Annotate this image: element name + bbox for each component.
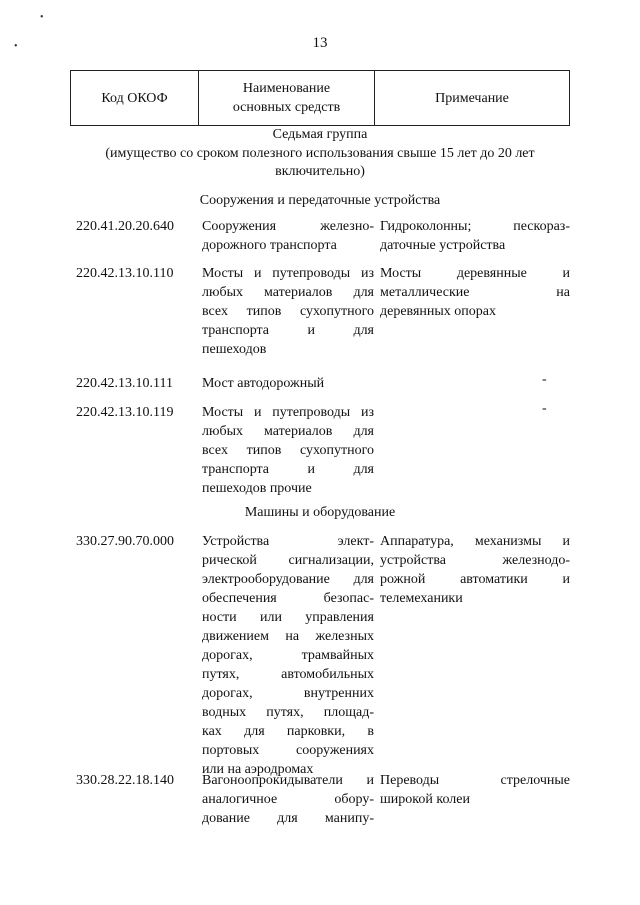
group-title: Седьмая группа xyxy=(272,127,368,142)
asset-name-line: Сооружения железно- xyxy=(202,219,374,234)
header-asset-name xyxy=(199,71,375,125)
asset-name-line: обеспечения безопас- xyxy=(202,591,374,606)
header-asset-name-line1: Наименование xyxy=(242,81,331,96)
asset-name-line: электрооборудование для xyxy=(202,572,374,587)
asset-name-line: ности или управления xyxy=(202,610,374,625)
asset-name xyxy=(202,403,374,498)
asset-name-line: всех типов сухопутного xyxy=(202,304,374,319)
asset-note xyxy=(380,217,570,255)
asset-name-line: Мосты и путепроводы из xyxy=(202,266,374,281)
section-machines: Машины и оборудование xyxy=(244,505,396,520)
asset-name xyxy=(202,374,374,393)
asset-note-line: Аппаратура, механизмы и xyxy=(380,534,570,549)
asset-name-line: или на аэродромах xyxy=(202,762,314,777)
asset-note-line: широкой колеи xyxy=(380,792,470,807)
scan-speck: • xyxy=(40,12,44,23)
asset-name xyxy=(202,532,374,779)
asset-name-line: Устройства элект- xyxy=(202,534,374,549)
asset-note-dash: - xyxy=(542,401,547,416)
asset-name-line: портовых сооружениях xyxy=(202,743,374,758)
header-asset-name-line2: основных средств xyxy=(232,100,341,115)
asset-name-line: дование для манипу- xyxy=(202,811,374,826)
asset-name-line: Мосты и путепроводы из xyxy=(202,405,374,420)
asset-name-line: дорогах, трамвайных xyxy=(202,648,374,663)
asset-name-line: транспорта и для xyxy=(202,323,374,338)
asset-note-line: Гидроколонны; пескораз- xyxy=(380,219,570,234)
asset-note-line: даточные устройства xyxy=(380,238,506,253)
asset-name-line: Мост автодорожный xyxy=(202,376,325,391)
page-number: 13 xyxy=(312,35,328,51)
asset-name-line: всех типов сухопутного xyxy=(202,443,374,458)
okof-code: 220.42.13.10.119 xyxy=(76,405,174,420)
asset-note-line: Переводы стрелочные xyxy=(380,773,570,788)
asset-name-line: любых материалов для xyxy=(202,424,374,439)
asset-name xyxy=(202,264,374,359)
section-structures: Сооружения и передаточные устройства xyxy=(199,193,441,208)
asset-name-line: ках для парковки, в xyxy=(202,724,374,739)
asset-name-line: пешеходов xyxy=(202,342,267,357)
asset-name-line: водных путях, площад- xyxy=(202,705,374,720)
asset-name-line: дорогах, внутренних xyxy=(202,686,374,701)
okof-code: 220.42.13.10.110 xyxy=(76,266,174,281)
scan-speck: • xyxy=(14,41,18,52)
group-subtitle-line1: (имущество со сроком полезного использования свыше 15 лет до 20 лет xyxy=(105,146,535,161)
asset-note xyxy=(380,264,570,321)
asset-name-line: транспорта и для xyxy=(202,462,374,477)
asset-note-line: телемеханики xyxy=(380,591,463,606)
asset-name xyxy=(202,217,374,255)
asset-name-line: рической сигнализации, xyxy=(202,553,374,568)
group-subtitle-line2: включительно) xyxy=(275,164,365,179)
asset-note-line: рожной автоматики и xyxy=(380,572,570,587)
asset-name-line: Вагоноопрокидыватели и xyxy=(202,773,374,788)
header-note: Примечание xyxy=(435,90,509,106)
asset-name-line: путях, автомобильных xyxy=(202,667,374,682)
asset-name-line: движением на железных xyxy=(202,629,374,644)
asset-note xyxy=(380,771,570,809)
okof-code: 220.41.20.20.640 xyxy=(76,219,174,234)
asset-note-line: устройства железнодо- xyxy=(380,553,570,568)
asset-note-line: деревянных опорах xyxy=(380,304,497,319)
asset-name-line: аналогичное обору- xyxy=(202,792,374,807)
okof-code: 220.42.13.10.111 xyxy=(76,376,173,391)
okof-code: 330.28.22.18.140 xyxy=(76,773,174,788)
asset-name-line: дорожного транспорта xyxy=(202,238,337,253)
asset-note xyxy=(380,532,570,608)
asset-note-line: Мосты деревянные и xyxy=(380,266,570,281)
asset-name-line: пешеходов прочие xyxy=(202,481,312,496)
asset-note-dash: - xyxy=(542,372,547,387)
asset-name xyxy=(202,771,374,828)
header-okof-code: Код ОКОФ xyxy=(71,71,199,125)
asset-name-line: любых материалов для xyxy=(202,285,374,300)
okof-code: 330.27.90.70.000 xyxy=(76,534,174,549)
asset-note-line: металлические на xyxy=(380,285,570,300)
table-header xyxy=(70,70,570,126)
